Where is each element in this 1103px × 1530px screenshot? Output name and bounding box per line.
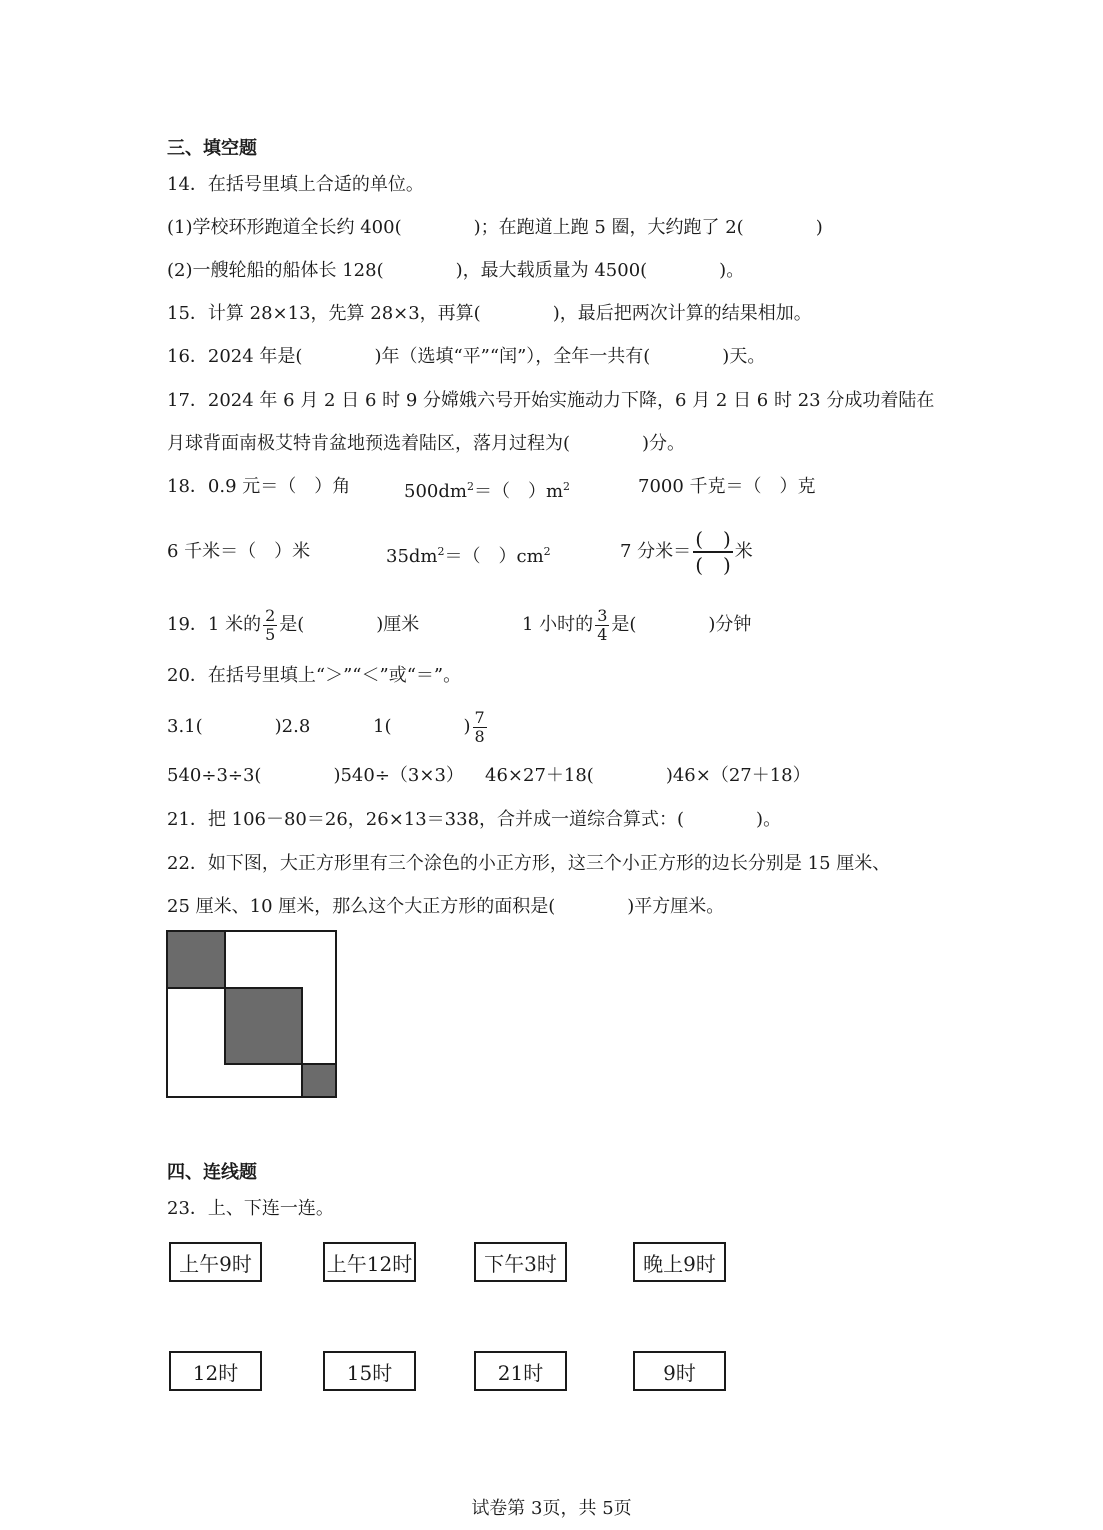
q18-e-sup-2: 2 — [543, 545, 551, 558]
q20-b-numerator: 7 — [474, 707, 485, 727]
shaded-square-15 — [167, 931, 225, 988]
q19-b-fraction — [595, 607, 609, 644]
question-23-stem: 23．上、下连一连。 — [167, 1198, 334, 1219]
question-18-a: 18．0.9 元＝（ ）角 — [167, 476, 351, 497]
match-bottom-box-4[interactable]: 9时 — [633, 1351, 726, 1391]
match-top-box-2[interactable]: 上午12时 — [323, 1242, 416, 1282]
question-18-e — [386, 540, 551, 569]
question-18-b — [404, 475, 570, 504]
q18-f-fraction — [693, 527, 733, 577]
question-22-line-1: 22．如下图，大正方形里有三个涂色的小正方形，这三个小正方形的边长分别是 15 厘米、 — [167, 853, 891, 874]
q18-e-text: 35dm — [386, 546, 438, 567]
question-19-b — [522, 604, 751, 646]
question-22-line-2: 25 厘米、10 厘米，那么这个大正方形的面积是( )平方厘米。 — [167, 896, 725, 917]
question-21: 21．把 106－80＝26，26×13＝338，合并成一道综合算式：( )。 — [167, 809, 782, 830]
squares-figure — [166, 930, 338, 1100]
shaded-square-25 — [225, 988, 302, 1064]
question-18-f — [620, 522, 753, 582]
q18-f-unit: 米 — [734, 541, 753, 562]
q18-e-sup: 2 — [437, 545, 445, 558]
question-18-c: 7000 千克＝（ ）克 — [638, 476, 816, 497]
q20-b-fraction — [473, 709, 487, 746]
question-14-part-2: (2)一艘轮船的船体长 128( )，最大载质量为 4500( )。 — [167, 260, 745, 281]
question-16: 16．2024 年是( )年（选填“平”“闰”），全年一共有( )天。 — [167, 346, 766, 367]
page-footer: 试卷第 3页，共 5页 — [471, 1498, 632, 1519]
question-14-part-1: (1)学校环形跑道全长约 400( )；在跑道上跑 5 圈，大约跑了 2( ) — [167, 217, 823, 238]
question-15: 15．计算 28×13，先算 28×3，再算( )，最后把两次计算的结果相加。 — [167, 303, 812, 324]
q19-b-denominator: 4 — [597, 624, 608, 644]
q19-a-fraction — [263, 607, 277, 644]
section-heading-matching: 四、连线题 — [167, 1162, 257, 1183]
question-14-stem: 14．在括号里填上合适的单位。 — [167, 174, 424, 195]
q19-a-numerator: 2 — [265, 605, 276, 625]
question-17-line-2: 月球背面南极艾特肯盆地预选着陆区，落月过程为( )分。 — [167, 433, 686, 454]
q20-b-denominator: 8 — [474, 726, 485, 746]
q18-e-text-2: ＝（ ）cm — [444, 546, 544, 567]
q18-f-denominator: ( ) — [695, 553, 731, 577]
match-top-box-4[interactable]: 晚上9时 — [633, 1242, 726, 1282]
match-top-box-1[interactable]: 上午9时 — [169, 1242, 262, 1282]
q18-f-numerator: ( ) — [695, 527, 731, 551]
q18-f-text: 7 分米＝ — [620, 541, 692, 562]
q18-b-text: 500dm — [404, 481, 467, 502]
question-20-stem: 20．在括号里填上“＞”“＜”或“＝”。 — [167, 665, 462, 686]
match-bottom-box-2[interactable]: 15时 — [323, 1351, 416, 1391]
q18-b-text-2: ＝（ ）m — [473, 481, 564, 502]
q19-a-text-2: 是( )厘米 — [279, 614, 420, 635]
q19-a-text: 19．1 米的 — [167, 614, 262, 635]
match-bottom-box-3[interactable]: 21时 — [474, 1351, 567, 1391]
question-17-line-1: 17．2024 年 6 月 2 日 6 时 9 分嫦娥六号开始实施动力下降，6 月 2 日 6 时 23 分成功着陆在 — [167, 390, 935, 411]
question-18-d: 6 千米＝（ ）米 — [167, 541, 311, 562]
question-20-d: 46×27＋18( )46×（27＋18） — [485, 765, 811, 786]
match-bottom-box-1[interactable]: 12时 — [169, 1351, 262, 1391]
q18-b-sup-2: 2 — [563, 480, 571, 493]
match-top-box-3[interactable]: 下午3时 — [474, 1242, 567, 1282]
shaded-square-10 — [302, 1064, 336, 1097]
q19-a-denominator: 5 — [265, 624, 276, 644]
question-20-a: 3.1( )2.8 — [167, 716, 311, 737]
q20-b-text: 1( ) — [373, 716, 471, 737]
question-20-b — [373, 706, 489, 748]
question-20-c: 540÷3÷3( )540÷（3×3） — [167, 765, 464, 786]
q19-b-numerator: 3 — [597, 605, 608, 625]
question-19-a — [167, 604, 419, 646]
section-heading-fill-blank: 三、填空题 — [167, 138, 257, 159]
q18-b-sup: 2 — [466, 480, 474, 493]
q19-b-text-2: 是( )分钟 — [611, 614, 752, 635]
q19-b-text: 1 小时的 — [522, 614, 594, 635]
